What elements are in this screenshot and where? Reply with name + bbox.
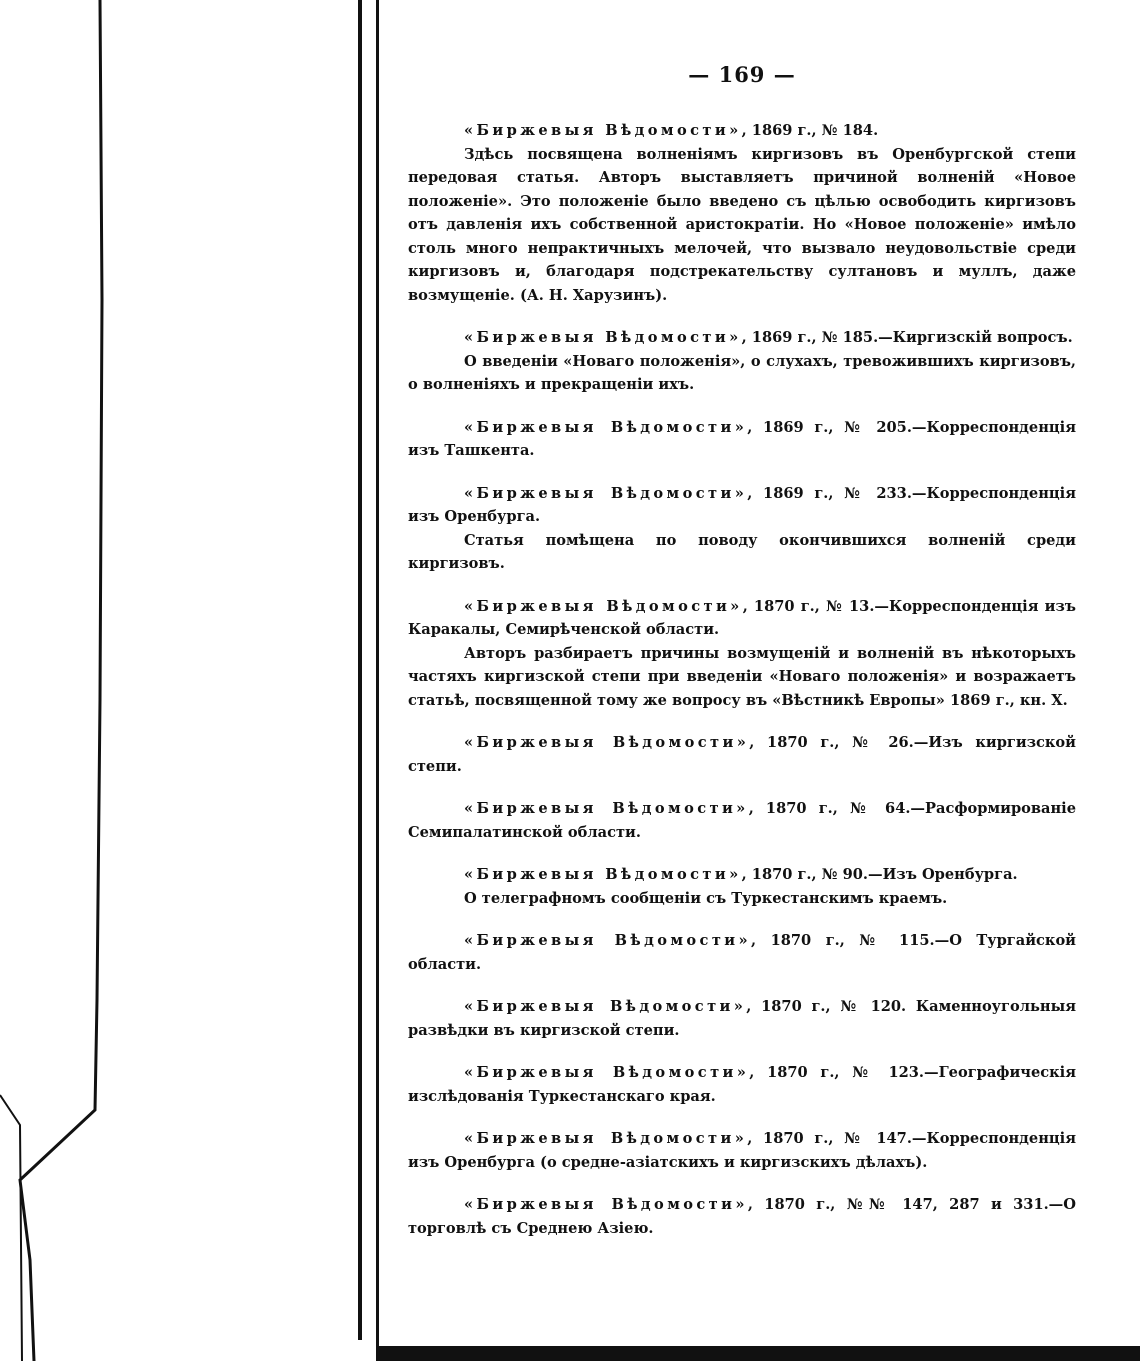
bibliography-entry: [408, 1127, 1076, 1174]
left-page-edge: [0, 0, 360, 1361]
bibliography-entry: [408, 416, 1076, 463]
entry-reference: , 1870 г., № 123.—Географическія изслѣдованія Туркестанскаго края.: [408, 1064, 1076, 1105]
entry-reference: , 1870 г., № 147.—Корреспонденція изъ Оренбурга (о средне-азіатскихъ и киргизскихъ дѣлахъ).: [408, 1130, 1076, 1171]
binding-line: [358, 0, 362, 1340]
entry-source: «Биржевыя Вѣдомости»: [464, 1064, 750, 1081]
entry-annotation: Авторъ разбираетъ причины возмущеній и волненій въ нѣкоторыхъ частяхъ киргизской степи при введеніи «Новаго положенія» и возражаетъ статьѣ, посвященной тому же вопросу въ «Вѣстникѣ Европы» 1869 г., кн. X.: [408, 644, 1076, 709]
bibliography-entry: [408, 863, 1076, 910]
entry-heading: [408, 1061, 1076, 1108]
entry-source: «Биржевыя Вѣдомости»: [464, 122, 742, 139]
bibliography-entry: [408, 119, 1076, 307]
entry-heading: [408, 416, 1076, 463]
entry-heading: [408, 119, 1076, 143]
entry-reference: , 1870 г., № 64.—Расформированіе Семипалатинской области.: [408, 800, 1076, 841]
entry-source: «Биржевыя Вѣдомости»: [464, 484, 748, 502]
entry-source: «Биржевыя Вѣдомости»: [464, 734, 750, 751]
entry-reference: , 1870 г., № 120. Каменноугольныя развѣдки въ киргизской степи.: [408, 998, 1076, 1039]
entry-annotation: Здѣсь посвящена волненіямъ киргизовъ въ Оренбургской степи передовая статья. Авторъ выставляетъ причиной волненій «Новое положеніе». Это положеніе было введено съ цѣлью освободить киргизовъ отъ давленія ихъ собственной аристократіи. Но «Новое положеніе» имѣло столь много непрактичныхъ мелочей, что вызвало неудовольствіе среди киргизовъ и, благодаря подстрекательству султановъ и муллъ, даже возмущеніе. (А. Н. Харузинъ).: [408, 145, 1076, 304]
entry-reference: , 1870 г., № 90.—Изъ Оренбурга.: [741, 866, 1018, 883]
entry-reference: , 1869 г., № 205.—Корреспонденція изъ Ташкента.: [408, 418, 1076, 459]
bottom-page-edge: [376, 1346, 1140, 1361]
bibliography-entry: [408, 1193, 1076, 1240]
bibliography-entry: [408, 797, 1076, 844]
entry-reference: , 1870 г., № 13.—Корреспонденція изъ Каракалы, Семирѣченской области.: [408, 597, 1076, 638]
entry-source: «Биржевыя Вѣдомости»: [464, 1130, 748, 1147]
entry-heading: [408, 595, 1076, 642]
entry-heading: [408, 326, 1076, 350]
page-number: — 169 —: [688, 62, 796, 87]
entry-source: «Биржевыя Вѣдомости»: [464, 418, 748, 436]
entry-heading: [408, 1193, 1076, 1240]
entry-source: «Биржевыя Вѣдомости»: [464, 1196, 748, 1213]
entry-source: «Биржевыя Вѣдомости»: [464, 998, 747, 1015]
bibliography-entry: [408, 326, 1076, 397]
entry-reference: , 1869 г., № 233.—Корреспонденція изъ Оренбурга.: [408, 484, 1076, 525]
entry-source: «Биржевыя Вѣдомости»: [464, 932, 752, 949]
entry-heading: [408, 929, 1076, 976]
entry-source: «Биржевыя Вѣдомости»: [464, 866, 742, 883]
entry-source: «Биржевыя Вѣдомости»: [464, 597, 743, 615]
page-content: [408, 62, 1076, 1259]
entry-annotation: О введеніи «Новаго положенія», о слухахъ, тревожившихъ киргизовъ, о волненіяхъ и прекращеніи ихъ.: [408, 352, 1076, 393]
entry-reference: , 1870 г., № 115.—О Тургайской области.: [408, 932, 1076, 973]
entry-heading: [408, 995, 1076, 1042]
bibliography-entry: [408, 595, 1076, 713]
bibliography-entry: [408, 731, 1076, 778]
bibliography-list: [408, 119, 1076, 1240]
entry-reference: , 1870 г., №№ 147, 287 и 331.—О торговлѣ съ Среднею Азіею.: [408, 1196, 1076, 1237]
entry-annotation: Статья помѣщена по поводу окончившихся волненій среди киргизовъ.: [408, 531, 1076, 572]
entry-annotation: О телеграфномъ сообщеніи съ Туркестанскимъ краемъ.: [464, 889, 948, 907]
bibliography-entry: [408, 929, 1076, 976]
entry-source: «Биржевыя Вѣдомости»: [464, 800, 749, 817]
page-edge-line: [376, 0, 379, 1350]
entry-heading: [408, 482, 1076, 529]
entry-source: «Биржевыя Вѣдомости»: [464, 329, 742, 346]
entry-heading: [408, 731, 1076, 778]
entry-heading: [408, 863, 1076, 887]
entry-heading: [408, 1127, 1076, 1174]
entry-reference: , 1870 г., № 26.—Изъ киргизской степи.: [408, 734, 1076, 775]
entry-reference: , 1869 г., № 184.: [741, 122, 879, 139]
bibliography-entry: [408, 1061, 1076, 1108]
entry-reference: , 1869 г., № 185.—Киргизскій вопросъ.: [741, 329, 1073, 346]
entry-heading: [408, 797, 1076, 844]
bibliography-entry: [408, 482, 1076, 576]
bibliography-entry: [408, 995, 1076, 1042]
